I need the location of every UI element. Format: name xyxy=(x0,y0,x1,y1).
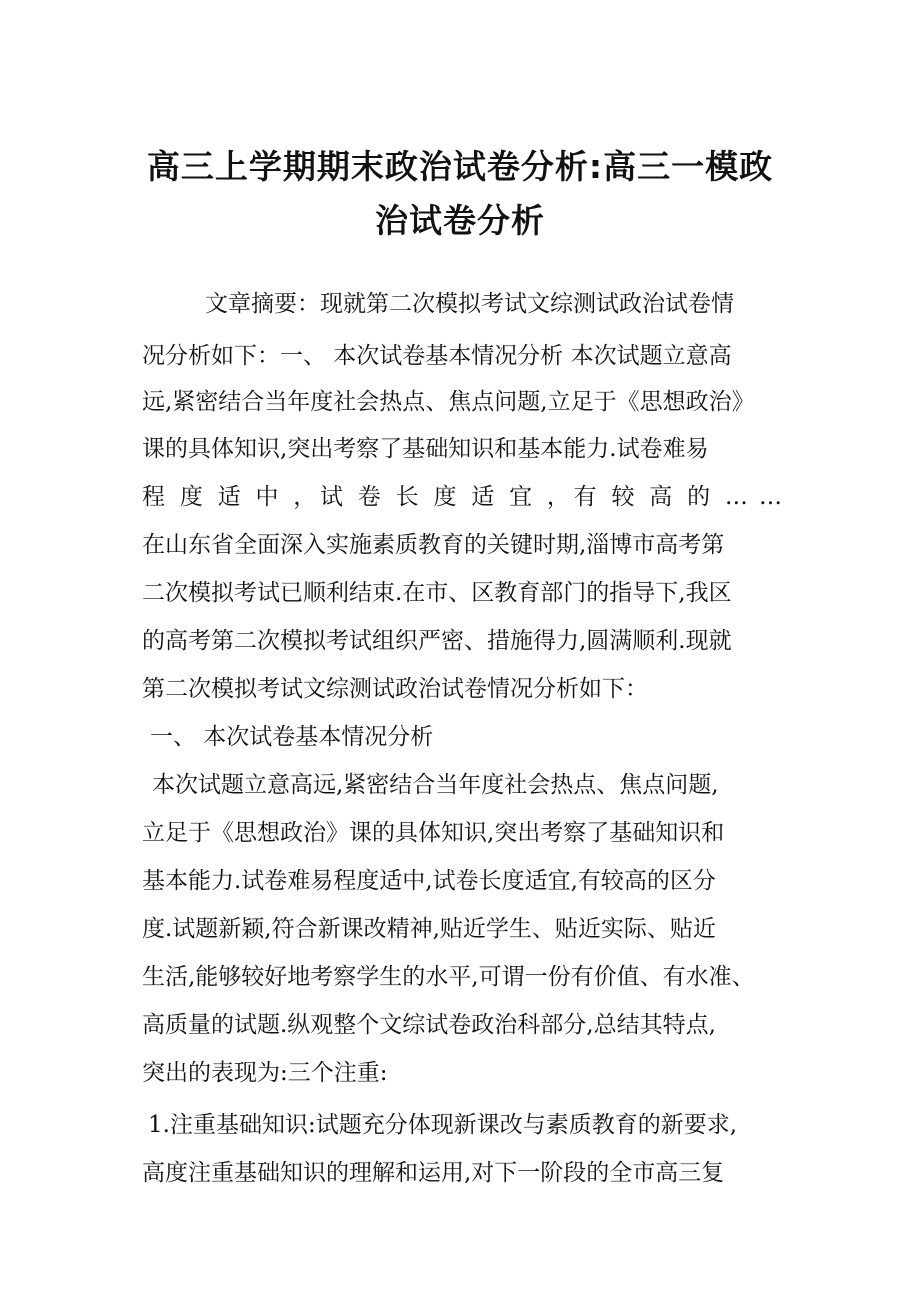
body-line-4: 课的具体知识,突出考察了基础知识和基本能力.试卷难易 xyxy=(142,436,709,462)
body-line-12: 立足于《思想政治》课的具体知识,突出考察了基础知识和 xyxy=(142,820,725,846)
body-line-2: 况分析如下：一、 本次试卷基本情况分析 本次试题立意高 xyxy=(142,343,732,369)
document-title xyxy=(130,140,790,248)
title-line-1: 高三上学期期末政治试卷分析:高三一模政 xyxy=(146,147,774,186)
body-line-17: 突出的表现为:三个注重: xyxy=(142,1060,388,1086)
body-line-9: 第二次模拟考试文综测试政治试卷情况分析如下： xyxy=(142,676,648,702)
section-heading-1: 一、 本次试卷基本情况分析 xyxy=(150,724,434,750)
body-line-8: 的高考第二次模拟考试组织严密、措施得力,圆满顺利.现就 xyxy=(142,628,732,654)
body-line-13: 基本能力.试卷难易程度适中,试卷长度适宜,有较高的区分 xyxy=(142,868,716,894)
body-line-16: 高质量的试题.纵观整个文综试卷政治科部分,总结其特点, xyxy=(142,1012,716,1038)
body-line-11: 本次试题立意高远,紧密结合当年度社会热点、焦点问题, xyxy=(152,772,719,798)
body-line-19: 高度注重基础知识的理解和运用,对下一阶段的全市高三复 xyxy=(142,1160,725,1186)
body-line-1: 文章摘要：现就第二次模拟考试文综测试政治试卷情 xyxy=(205,291,734,317)
title-line-2: 治试卷分析 xyxy=(375,201,545,240)
body-line-5: 程 度 适 中 ，试 卷 长 度 适 宜 ，有 较 高 的 … … xyxy=(142,484,782,510)
body-line-3: 远,紧密结合当年度社会热点、焦点问题,立足于《思想政治》 xyxy=(142,389,755,415)
body-line-15: 生活,能够较好地考察学生的水平,可谓一份有价值、有水准、 xyxy=(142,964,755,990)
body-line-14: 度.试题新颖,符合新课改精神,贴近学生、贴近实际、贴近 xyxy=(142,916,716,942)
body-line-7: 二次模拟考试已顺利结束.在市、区教育部门的指导下,我区 xyxy=(142,580,732,606)
body-line-6: 在山东省全面深入实施素质教育的关键时期,淄博市高考第 xyxy=(142,532,725,558)
list-item-1: 1.注重基础知识:试题充分体现新课改与素质教育的新要求, xyxy=(148,1112,738,1138)
